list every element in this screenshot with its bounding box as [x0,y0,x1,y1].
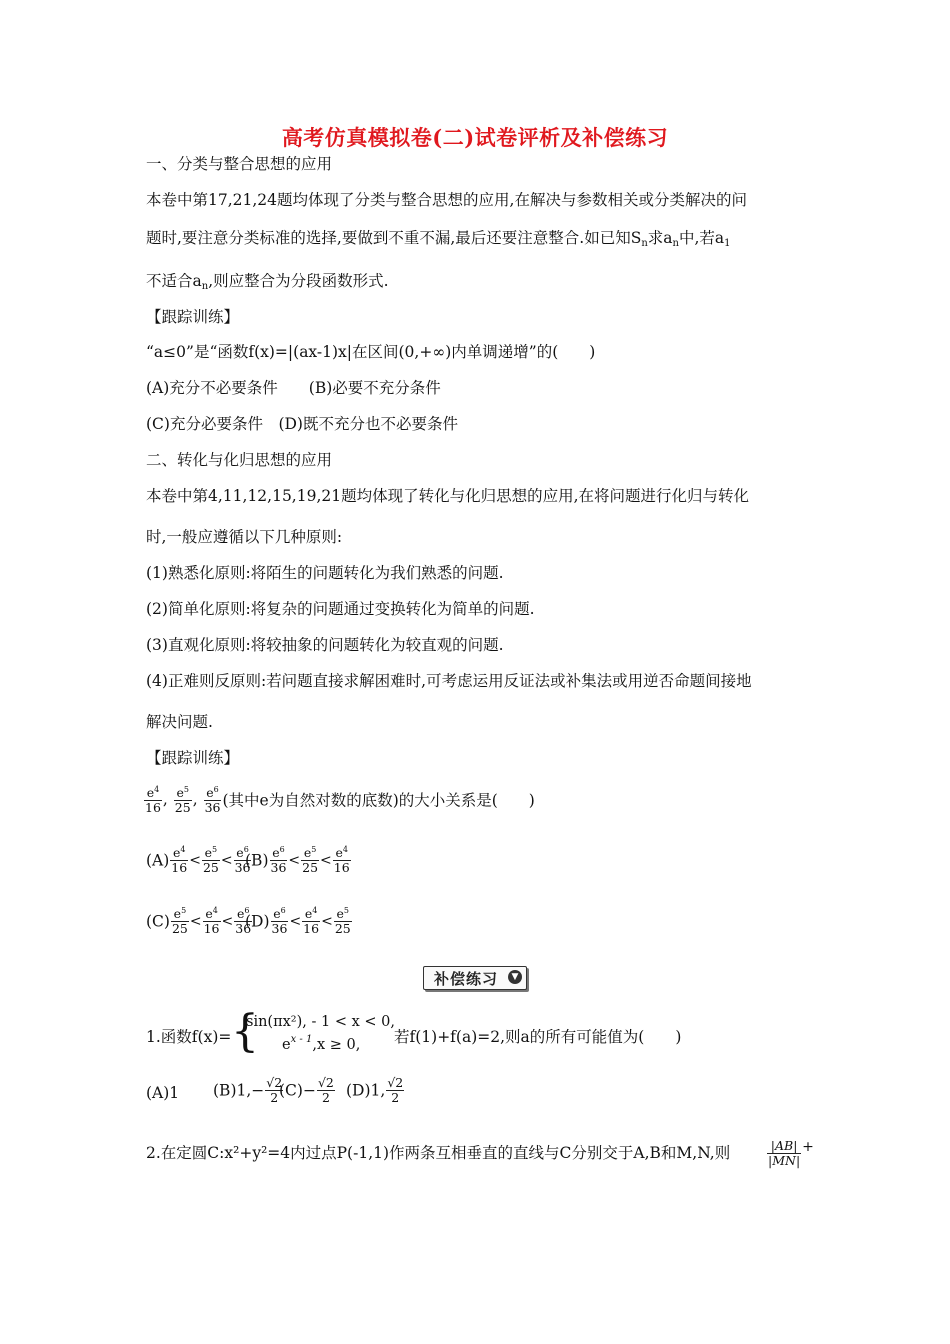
section1-question: “a≤0”是“函数f(x)=|(ax-1)x|在区间(0,+∞)内单调递增”的( ) [146,343,596,361]
section2-training-label: 【跟踪训练】 [146,749,240,767]
exercise2-text: 2.在定圆C:x²+y²=4内过点P(-1,1)作两条互相垂直的直线与C分别交于A,B和M,N,则 [146,1144,731,1162]
section2-rule2: (2)简单化原则:将复杂的问题通过变换转化为简单的问题. [146,600,535,618]
exercise1-option-c: (C)− $\frac{√2}{2}$ [279,1075,334,1105]
section2-rule4-line1: (4)正难则反原则:若问题直接求解困难时,可考虑运用反证法或补集法或用逆否命题间接地 [146,672,752,690]
section2-option-b: (B) $\frac{e^6}{36}$ < $\frac{e^5}{25}$ < $\frac{e^4}{16}$ [245,845,350,875]
section2-paragraph-line2: 时,一般应遵循以下几种原则: [146,528,343,546]
fraction-e5-25: $\frac{e^5}{25}$ [174,785,191,815]
section1-paragraph-line1: 本卷中第17,21,24题均体现了分类与整合思想的应用,在解决与参数相关或分类解决的问 [146,191,747,209]
fraction-e6-36: $\frac{e^6}{36}$ [204,785,221,815]
section2-option-a: (A) $\frac{e^4}{16}$ < $\frac{e^5}{25}$ < $\frac{e^6}{36}$ [146,845,251,875]
section2-option-d: (D) $\frac{e^6}{36}$ < $\frac{e^4}{16}$ < $\frac{e^5}{25}$ [245,906,351,936]
fraction-e4-16: $\frac{e^4}{16}$ [145,785,161,815]
section1-options-ab: (A)充分不必要条件 (B)必要不充分条件 [146,379,441,397]
section1-heading: 一、分类与整合思想的应用 [146,155,333,173]
section1-paragraph-line3: 不适合$a_n$,则应整合为分段函数形式. [146,272,389,292]
supplementary-practice-badge: 补偿练习 ▼ [423,966,527,990]
exercise1-option-a: (A)1 [146,1084,180,1102]
chevron-down-icon: ▼ [508,970,522,984]
section2-rule1: (1)熟悉化原则:将陌生的问题转化为我们熟悉的问题. [146,564,504,582]
section2-rule4-line2: 解决问题. [146,713,213,731]
section1-paragraph-line2: 题时,要注意分类标准的选择,要做到不重不漏,最后还要注意整合.如已知$S_n$求$a_n$中,若$a_1$ [146,229,731,249]
exercise1-option-b: (B)1,− $\frac{√2}{2}$ [213,1075,283,1105]
section2-heading: 二、转化与化归思想的应用 [146,451,333,469]
exercise1-prefix: 1.函数f(x)= [146,1028,232,1046]
section2-paragraph-line1: 本卷中第4,11,12,15,19,21题均体现了转化与化归思想的应用,在将问题进行化归与转化 [146,487,750,505]
section1-training-label: 【跟踪训练】 [146,308,240,326]
section2-rule3: (3)直观化原则:将较抽象的问题转化为较直观的问题. [146,636,504,654]
page-title: 高考仿真模拟卷(二)试卷评析及补偿练习 [281,125,669,150]
piecewise-case2: $e^{x - 1},x \ge 0$, [282,1034,361,1053]
piecewise-case1: sin(πx²), - 1 < x < 0, [246,1014,395,1030]
exercise2-fraction: $\frac{|AB|}{|MN|}$ + [768,1138,814,1168]
exercise1-option-d: (D)1, $\frac{√2}{2}$ [346,1075,404,1105]
section2-question: $\frac{e^4}{16}$ , $\frac{e^5}{25}$ , $\frac{e^6}{36}$ (其中e为自然对数的底数)的大小关系是( ) [145,785,535,815]
exercise1-suffix: 若f(1)+f(a)=2,则a的所有可能值为( ) [394,1028,682,1046]
piecewise-brace: { [231,1006,259,1057]
section1-options-cd: (C)充分必要条件 (D)既不充分也不必要条件 [146,415,458,433]
section2-option-c: (C) $\frac{e^5}{25}$ < $\frac{e^4}{16}$ < $\frac{e^6}{36}$ [146,906,252,936]
